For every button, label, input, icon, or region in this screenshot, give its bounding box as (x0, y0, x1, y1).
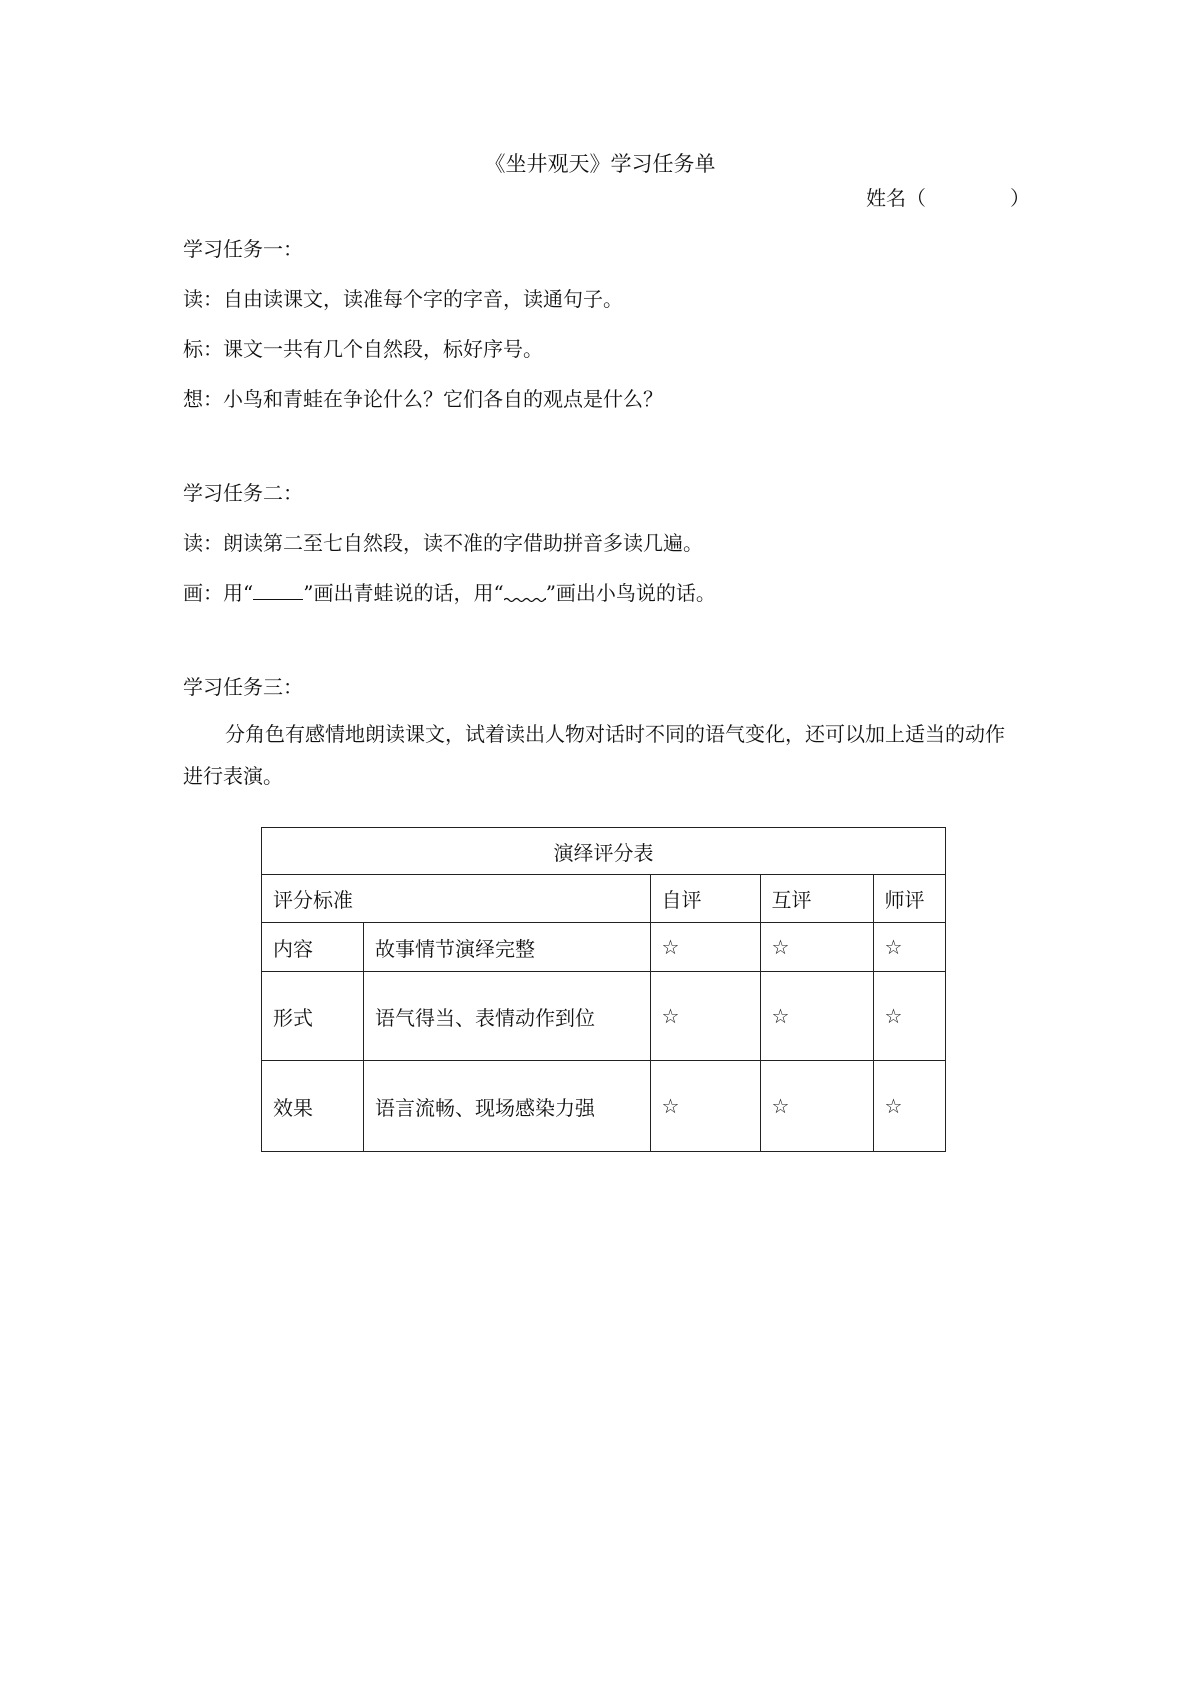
row-criterion: 语气得当、表情动作到位 (364, 972, 651, 1061)
task3-text: 分角色有感情地朗读课文，试着读出人物对话时不同的语气变化，还可以加上适当的动作进行表演。 (183, 722, 1005, 788)
task2-draw-part1: 画：用“ (183, 581, 254, 605)
table-row (262, 923, 946, 972)
wavy-underline-mark (504, 586, 546, 600)
table-caption: 演绎评分表 (262, 828, 946, 875)
peer-star-rating[interactable]: ☆ (760, 972, 873, 1061)
self-star-rating[interactable]: ☆ (650, 972, 760, 1061)
name-label: 姓名（ (866, 186, 926, 210)
name-field[interactable] (866, 182, 1030, 211)
task2-draw-part3: ”画出小鸟说的话。 (545, 581, 716, 605)
teacher-star-rating[interactable]: ☆ (873, 923, 946, 972)
table-row (262, 1061, 946, 1152)
table-header-row (262, 875, 946, 923)
scoring-table (261, 827, 946, 1152)
row-category: 内容 (262, 923, 364, 972)
self-star-rating[interactable]: ☆ (650, 923, 760, 972)
task1-heading: 学习任务一： (183, 237, 303, 261)
self-star-rating[interactable]: ☆ (650, 1061, 760, 1152)
row-category: 效果 (262, 1061, 364, 1152)
task1-mark: 标：课文一共有几个自然段，标好序号。 (183, 337, 543, 361)
page-title: 《坐井观天》学习任务单 (484, 152, 716, 176)
peer-star-rating[interactable]: ☆ (760, 923, 873, 972)
task2-draw (183, 577, 716, 606)
task1-think: 想：小鸟和青蛙在争论什么？它们各自的观点是什么？ (183, 387, 663, 411)
row-category: 形式 (262, 972, 364, 1061)
row-criterion: 故事情节演绎完整 (364, 923, 651, 972)
header-self: 自评 (650, 875, 760, 923)
straight-underline-mark (253, 585, 303, 600)
header-criteria: 评分标准 (262, 875, 651, 923)
teacher-star-rating[interactable]: ☆ (873, 972, 946, 1061)
name-close: ） (1010, 186, 1030, 210)
task3-heading: 学习任务三： (183, 675, 303, 699)
task1-read: 读：自由读课文，读准每个字的字音，读通句子。 (183, 287, 623, 311)
peer-star-rating[interactable]: ☆ (760, 1061, 873, 1152)
header-teacher: 师评 (873, 875, 946, 923)
row-criterion: 语言流畅、现场感染力强 (364, 1061, 651, 1152)
task2-draw-part2: ”画出青蛙说的话，用“ (303, 581, 504, 605)
task2-read: 读：朗读第二至七自然段，读不准的字借助拼音多读几遍。 (183, 531, 703, 555)
table-row (262, 972, 946, 1061)
header-peer: 互评 (760, 875, 873, 923)
task2-heading: 学习任务二： (183, 481, 303, 505)
teacher-star-rating[interactable]: ☆ (873, 1061, 946, 1152)
